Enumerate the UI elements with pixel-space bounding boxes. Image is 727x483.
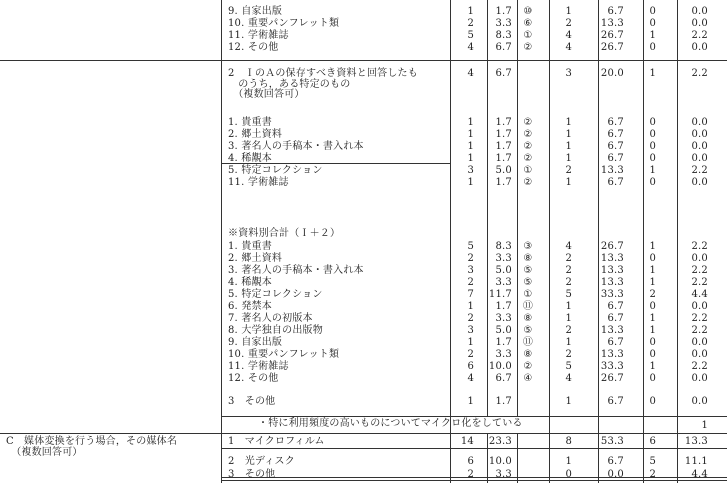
block2-row-rank: ② — [523, 117, 533, 128]
block3-row-count-2: 5 — [565, 361, 572, 372]
block2-row-label: 3. 著名人の手稿本・書入れ本 — [228, 141, 364, 152]
block3-row-percent: 5.0 — [495, 265, 512, 276]
block3-row-percent: 6.7 — [495, 373, 512, 384]
block3-row-rank: ⑧ — [523, 253, 533, 264]
block1-row-label: 9. 自家出版 — [228, 6, 283, 17]
section-c-row-count-3: 2 — [649, 469, 656, 480]
block3-row-count: 2 — [467, 253, 474, 264]
block3-row-label: 2. 郷土資料 — [228, 253, 283, 264]
other-row-count-2: 1 — [565, 396, 572, 407]
block1-row-percent-2: 6.7 — [607, 6, 624, 17]
block3-row-rank: ⑪ — [522, 337, 534, 348]
block3-row-percent: 3.3 — [495, 253, 512, 264]
section-c-row-percent: 23.3 — [488, 436, 512, 447]
note-text: ・特に利用頻度の高いものについてマイクロ化をしている — [258, 418, 523, 429]
block2-row-label: 5. 特定コレクション — [228, 165, 323, 176]
block3-row-percent-2: 13.3 — [600, 349, 624, 360]
block2-row-label: 4. 稀覯本 — [228, 153, 272, 164]
row-line — [221, 416, 727, 417]
block3-row-count: 3 — [467, 265, 474, 276]
block3-row-rank: ① — [523, 289, 533, 300]
block3-row-percent-3: 2.2 — [691, 265, 708, 276]
block3-row-percent-2: 6.7 — [607, 337, 624, 348]
block3-row-count-2: 1 — [565, 337, 572, 348]
col-line-group2 — [549, 0, 550, 483]
block1-row-count-2: 1 — [565, 6, 572, 17]
block2-percent: 6.7 — [495, 68, 512, 79]
block3-row-percent: 1.7 — [495, 301, 512, 312]
block3-row-count: 5 — [467, 241, 474, 252]
block2-row-count: 1 — [467, 177, 474, 188]
block3-row-percent: 8.3 — [495, 241, 512, 252]
block3-row-rank: ⑤ — [523, 325, 533, 336]
section-c-title: C 媒体変換を行う場合，その媒体名 （複数回答可） — [6, 436, 178, 458]
block1-row-count-3: 0 — [649, 18, 656, 29]
section-c-row-count: 14 — [460, 436, 474, 447]
block3-row-count-2: 2 — [565, 325, 572, 336]
col-line-pct-lower — [487, 433, 488, 483]
block3-row-label: 1. 貴重書 — [228, 241, 272, 252]
other-row-percent: 1.7 — [495, 396, 512, 407]
block1-row-label: 10. 重要パンフレット類 — [228, 18, 340, 29]
block2-row-percent: 1.7 — [495, 177, 512, 188]
block3-row-count-3: 0 — [649, 349, 656, 360]
block3-row-count-3: 0 — [649, 337, 656, 348]
block1-row-count-2: 4 — [565, 42, 572, 53]
block1-row-rank: ⑥ — [523, 18, 533, 29]
section-c-row-label: 1 マイクロフィルム — [228, 436, 325, 447]
block3-row-count: 1 — [467, 301, 474, 312]
block2-row-count-3: 0 — [649, 129, 656, 140]
block3-row-percent: 3.3 — [495, 277, 512, 288]
block3-row-count: 1 — [467, 337, 474, 348]
block2-percent-2: 20.0 — [600, 68, 624, 79]
block2-row-rank: ① — [523, 165, 533, 176]
block2-row-count-2: 1 — [565, 129, 572, 140]
block2-row-count: 1 — [467, 129, 474, 140]
block3-row-count: 2 — [467, 313, 474, 324]
other-row-label: 3 その他 — [228, 396, 276, 407]
block3-row-percent-3: 0.0 — [691, 337, 708, 348]
block3-row-count-3: 1 — [649, 313, 656, 324]
block3-row-percent-2: 13.3 — [600, 325, 624, 336]
block2-row-percent: 1.7 — [495, 141, 512, 152]
block1-row-percent-2: 26.7 — [600, 42, 624, 53]
block2-heading: 2 ＩのＡの保存すべき資料と回答したも のうち，ある特定のもの （複数回答可） — [228, 68, 418, 101]
block3-row-count-3: 2 — [649, 289, 656, 300]
block2-row-count-3: 1 — [649, 165, 656, 176]
block3-row-percent-2: 13.3 — [600, 265, 624, 276]
other-row-count-3: 0 — [649, 396, 656, 407]
block1-row-label: 11. 学術雑誌 — [228, 30, 289, 41]
block1-row-count: 1 — [467, 6, 474, 17]
block3-row-count-3: 0 — [649, 373, 656, 384]
block2-row-percent-3: 0.0 — [691, 129, 708, 140]
block1-row-count-3: 0 — [649, 42, 656, 53]
section-c-row-count-3: 6 — [649, 436, 656, 447]
block3-row-percent: 10.0 — [488, 361, 512, 372]
section-c-row-count-2: 8 — [565, 436, 572, 447]
block3-row-percent-2: 13.3 — [600, 277, 624, 288]
section-c-row-percent-3: 13.3 — [684, 436, 708, 447]
block3-row-count-3: 1 — [649, 325, 656, 336]
block3-row-percent-3: 2.2 — [691, 325, 708, 336]
block3-row-count: 6 — [467, 361, 474, 372]
block2-row-percent-3: 0.0 — [691, 177, 708, 188]
row-line — [0, 60, 727, 61]
block3-row-count-2: 1 — [565, 313, 572, 324]
block2-row-percent-2: 6.7 — [607, 141, 624, 152]
block3-row-rank: ⑧ — [523, 313, 533, 324]
col-line-pct3 — [677, 0, 678, 483]
block2-row-count-3: 0 — [649, 141, 656, 152]
block2-row-percent: 1.7 — [495, 153, 512, 164]
block3-row-label: 8. 大学独自の出版物 — [228, 325, 323, 336]
block1-row-label: 12. その他 — [228, 42, 279, 53]
block2-row-percent-2: 6.7 — [607, 129, 624, 140]
block3-row-label: 9. 自家出版 — [228, 337, 283, 348]
section-c-row-label: 3 その他 — [228, 469, 276, 480]
col-line-pct2 — [598, 0, 599, 483]
block3-row-count-3: 1 — [649, 241, 656, 252]
block3-row-percent-2: 6.7 — [607, 313, 624, 324]
col-line-group3 — [643, 0, 644, 483]
section-c-row-percent-3: 4.4 — [691, 469, 708, 480]
block2-row-count: 3 — [467, 165, 474, 176]
block2-row-percent-2: 6.7 — [607, 153, 624, 164]
block3-row-count: 2 — [467, 349, 474, 360]
block3-row-count-2: 4 — [565, 373, 572, 384]
block2-row-percent: 5.0 — [495, 165, 512, 176]
block3-row-percent-3: 0.0 — [691, 373, 708, 384]
block2-row-count: 1 — [467, 153, 474, 164]
block3-row-count-2: 4 — [565, 241, 572, 252]
block3-row-rank: ⑪ — [522, 301, 534, 312]
block3-row-count: 3 — [467, 325, 474, 336]
block3-row-percent-2: 33.3 — [600, 289, 624, 300]
block3-row-percent: 3.3 — [495, 349, 512, 360]
block1-row-rank: ② — [523, 42, 533, 53]
block2-row-percent-2: 6.7 — [607, 177, 624, 188]
block3-row-percent-3: 0.0 — [691, 301, 708, 312]
block2-row-count-2: 1 — [565, 153, 572, 164]
block2-row-count-3: 0 — [649, 177, 656, 188]
block1-row-count: 5 — [467, 30, 474, 41]
block3-row-percent-3: 2.2 — [691, 361, 708, 372]
block2-row-percent-2: 13.3 — [600, 165, 624, 176]
block1-row-count-2: 4 — [565, 30, 572, 41]
note-count: 1 — [701, 420, 708, 431]
block3-row-percent-2: 13.3 — [600, 253, 624, 264]
block1-row-percent-3: 0.0 — [691, 18, 708, 29]
block3-row-label: 11. 学術雑誌 — [228, 361, 289, 372]
block2-row-count-2: 1 — [565, 141, 572, 152]
block2-row-percent: 1.7 — [495, 129, 512, 140]
section-c-row-percent-3: 11.1 — [684, 456, 708, 467]
block1-row-count-3: 0 — [649, 6, 656, 17]
block2-row-label: 2. 郷土資料 — [228, 129, 283, 140]
col-line-n — [450, 0, 451, 483]
other-row-percent-2: 6.7 — [607, 396, 624, 407]
block3-row-percent-3: 0.0 — [691, 349, 708, 360]
block3-row-label: 10. 重要パンフレット類 — [228, 349, 340, 360]
block1-row-percent: 3.3 — [495, 18, 512, 29]
row-line-section-c — [0, 433, 727, 434]
block1-row-percent: 1.7 — [495, 6, 512, 17]
block3-row-count-2: 1 — [565, 301, 572, 312]
other-row-percent-3: 0.0 — [691, 396, 708, 407]
block3-row-label: 4. 稀覯本 — [228, 277, 272, 288]
block3-row-rank: ⑤ — [523, 277, 533, 288]
block3-row-percent-2: 26.7 — [600, 241, 624, 252]
col-line-label — [221, 0, 222, 483]
block1-row-percent-2: 13.3 — [600, 18, 624, 29]
block2-row-rank: ② — [523, 153, 533, 164]
block3-row-label: 3. 著名人の手稿本・書入れ本 — [228, 265, 364, 276]
block2-row-count: 1 — [467, 117, 474, 128]
block1-row-count: 2 — [467, 18, 474, 29]
block1-row-rank: ⑩ — [523, 6, 533, 17]
block2-count-3: 1 — [649, 68, 656, 79]
block3-row-count-3: 1 — [649, 265, 656, 276]
block3-row-percent-3: 4.4 — [691, 289, 708, 300]
block1-row-percent-2: 26.7 — [600, 30, 624, 41]
block1-row-count-3: 1 — [649, 30, 656, 41]
block1-row-percent: 6.7 — [495, 42, 512, 53]
block2-count-2: 3 — [565, 68, 572, 79]
section-c-row-count-3: 5 — [649, 456, 656, 467]
block3-row-percent-3: 2.2 — [691, 313, 708, 324]
section-c-row-percent-2: 6.7 — [607, 456, 624, 467]
col-line-rank-lower — [517, 433, 518, 483]
block3-row-percent-2: 6.7 — [607, 301, 624, 312]
block3-row-count-3: 1 — [649, 277, 656, 288]
block2-percent-3: 2.2 — [691, 68, 708, 79]
block3-row-count-2: 2 — [565, 349, 572, 360]
col-line-pct-upper — [487, 0, 488, 416]
block2-row-count-2: 2 — [565, 165, 572, 176]
block3-row-percent-3: 0.0 — [691, 253, 708, 264]
block3-row-count-2: 5 — [565, 289, 572, 300]
block3-row-rank: ② — [523, 361, 533, 372]
block2-row-rank: ② — [523, 129, 533, 140]
block3-row-rank: ④ — [523, 373, 533, 384]
block2-row-count-3: 0 — [649, 117, 656, 128]
block3-row-count-3: 0 — [649, 301, 656, 312]
block2-row-percent-3: 0.0 — [691, 141, 708, 152]
block1-row-rank: ① — [523, 30, 533, 41]
section-c-row-count-2: 1 — [565, 456, 572, 467]
block1-row-percent-3: 2.2 — [691, 30, 708, 41]
block3-row-label: 12. その他 — [228, 373, 279, 384]
section-c-row-percent-2: 53.3 — [600, 436, 624, 447]
block3-row-percent: 11.7 — [488, 289, 512, 300]
block3-row-count: 4 — [467, 373, 474, 384]
block3-row-label: 7. 著名人の初版本 — [228, 313, 313, 324]
section-c-row-percent: 10.0 — [488, 456, 512, 467]
block3-row-percent: 1.7 — [495, 337, 512, 348]
block3-row-percent-2: 33.3 — [600, 361, 624, 372]
block3-row-count: 2 — [467, 277, 474, 288]
section-c-row-count: 6 — [467, 456, 474, 467]
section-c-row-count: 2 — [467, 469, 474, 480]
block2-row-percent-3: 2.2 — [691, 165, 708, 176]
block3-row-percent: 5.0 — [495, 325, 512, 336]
block3-row-count-3: 1 — [649, 361, 656, 372]
block2-row-percent-3: 0.0 — [691, 117, 708, 128]
section-c-row-label: 2 光ディスク — [228, 456, 295, 467]
section-c-row-percent-2: 0.0 — [607, 469, 624, 480]
section-c-row-count-2: 0 — [565, 469, 572, 480]
block2-row-rank: ② — [523, 141, 533, 152]
block2-row-label: 1. 貴重書 — [228, 117, 272, 128]
row-line — [221, 448, 727, 449]
block3-row-rank: ⑧ — [523, 349, 533, 360]
block3-row-rank: ⑤ — [523, 265, 533, 276]
block3-row-count-2: 2 — [565, 253, 572, 264]
block3-row-count-2: 2 — [565, 277, 572, 288]
other-row-count: 1 — [467, 396, 474, 407]
block2-row-rank: ② — [523, 177, 533, 188]
block2-row-count-2: 1 — [565, 177, 572, 188]
block1-row-count: 4 — [467, 42, 474, 53]
block2-row-percent-3: 0.0 — [691, 153, 708, 164]
section-c-row-percent: 3.3 — [495, 469, 512, 480]
block3-row-percent: 3.3 — [495, 313, 512, 324]
block2-row-percent-2: 6.7 — [607, 117, 624, 128]
block2-row-percent: 1.7 — [495, 117, 512, 128]
block3-row-count: 7 — [467, 289, 474, 300]
block1-row-percent: 8.3 — [495, 30, 512, 41]
block3-row-label: 5. 特定コレクション — [228, 289, 323, 300]
block2-row-label: 11. 学術雑誌 — [228, 177, 289, 188]
block2-row-count-3: 0 — [649, 153, 656, 164]
block3-row-percent-2: 26.7 — [600, 373, 624, 384]
block3-row-rank: ③ — [523, 241, 533, 252]
block3-row-label: 6. 発禁本 — [228, 301, 272, 312]
block3-row-percent-3: 2.2 — [691, 277, 708, 288]
block2-count: 4 — [467, 68, 474, 79]
block1-row-percent-3: 0.0 — [691, 6, 708, 17]
block1-row-count-2: 2 — [565, 18, 572, 29]
block3-heading: ※資料別合計（Ｉ＋２） — [228, 228, 341, 239]
block1-row-percent-3: 0.0 — [691, 42, 708, 53]
block2-row-count-2: 1 — [565, 117, 572, 128]
block2-row-count: 1 — [467, 141, 474, 152]
block3-row-percent-3: 2.2 — [691, 241, 708, 252]
block3-row-count-2: 2 — [565, 265, 572, 276]
block3-row-count-3: 0 — [649, 253, 656, 264]
